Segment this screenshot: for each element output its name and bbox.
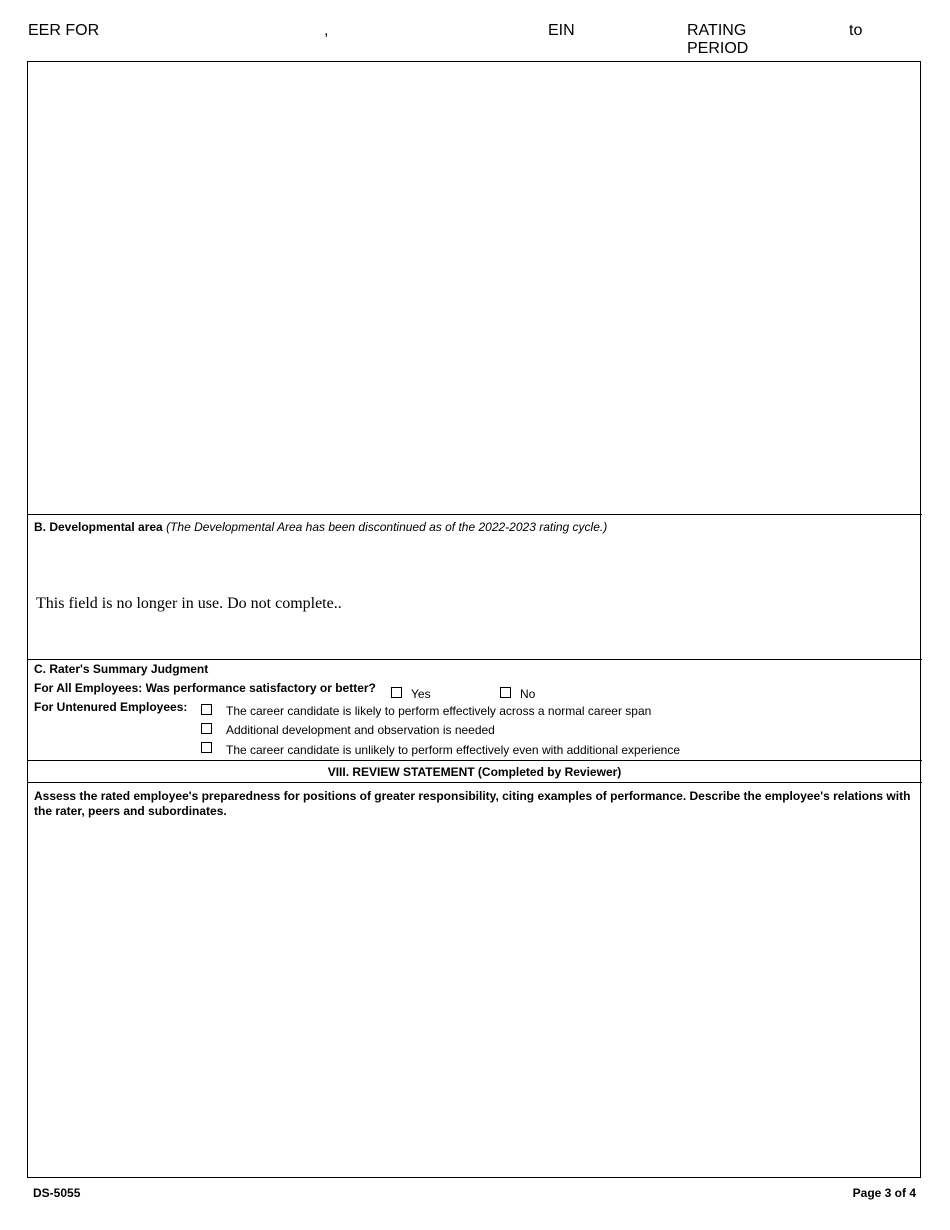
name-comma: , [324,22,329,39]
untenured-label: For Untenured Employees: [34,700,188,714]
to-label: to [849,22,863,39]
option-unlikely-label: The career candidate is unlikely to perform effectively even with additional experience [226,743,681,757]
all-employees-question: For All Employees: Was performance satisfactory or better? [34,681,376,695]
section-b-title: B. Developmental area [34,520,163,534]
narrative-text-area[interactable] [28,62,921,514]
review-statement-text-area[interactable] [28,822,921,1177]
form-id: DS-5055 [33,1186,81,1200]
section-viii-title: VIII. REVIEW STATEMENT (Completed by Reviewer) [327,765,622,779]
option-more-development-checkbox[interactable] [201,723,212,734]
eer-for-label: EER FOR [28,22,100,39]
option-unlikely-checkbox[interactable] [201,742,212,753]
divider-c [27,659,922,660]
option-more-development-label: Additional development and observation is needed [226,723,495,737]
option-likely-checkbox[interactable] [201,704,212,715]
section-b-heading [34,520,914,534]
period-label: PERIOD [687,40,749,57]
section-c-title: C. Rater's Summary Judgment [34,662,209,676]
yes-label: Yes [411,687,431,701]
divider-viii-bottom [27,782,922,783]
option-likely-label: The career candidate is likely to perform effectively across a normal career span [226,704,652,718]
section-b-field-text: This field is no longer in use. Do not complete.. [36,595,342,612]
no-label: No [520,687,536,701]
section-b-note: (The Developmental Area has been discontinued as of the 2022-2023 rating cycle.) [166,520,608,534]
ein-label: EIN [548,22,575,39]
page-number: Page 3 of 4 [852,1186,916,1200]
divider-viii-top [27,760,922,761]
no-checkbox[interactable] [500,687,511,698]
yes-checkbox[interactable] [391,687,402,698]
rating-label: RATING [687,22,747,39]
section-viii-prompt: Assess the rated employee's preparedness for positions of greater responsibility, citing examples of performance. Describe the employee's relations with the rater, peers and subordinates. [34,789,911,818]
divider-b [27,514,922,515]
